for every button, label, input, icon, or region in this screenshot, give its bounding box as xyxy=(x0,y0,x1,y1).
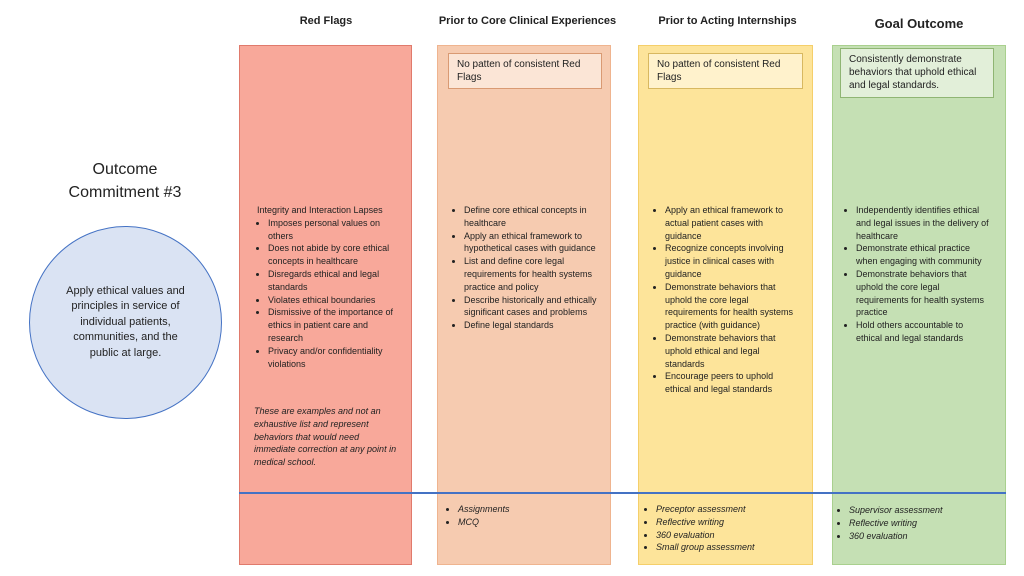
header-goal-outcome: Goal Outcome xyxy=(874,16,964,31)
red-flags-content xyxy=(257,204,405,370)
list-item: • Apply an ethical framework to actual patient cases with guidance xyxy=(665,204,799,242)
outcome-title xyxy=(35,158,215,204)
list-item: • Small group assessment xyxy=(656,541,805,554)
list-item: • Reflective writing xyxy=(849,517,998,530)
outcome-description: Apply ethical values and principles in service of individual patients, communities, and the public at large. xyxy=(66,284,185,359)
list-item: • Violates ethical boundaries xyxy=(268,294,405,307)
list-item: • Demonstrate behaviors that uphold the core legal requirements for health systems practice xyxy=(856,268,990,319)
list-item: • Define legal standards xyxy=(464,319,598,332)
prior-acting-box: No patten of consistent Red Flags xyxy=(648,53,803,89)
list-item: • Recognize concepts involving justice in clinical cases with guidance xyxy=(665,242,799,280)
list-item: • Does not abide by core ethical concepts in healthcare xyxy=(268,242,405,268)
list-item: • Independently identifies ethical and legal issues in the delivery of healthcare xyxy=(856,204,990,242)
list-item: • Imposes personal values on others xyxy=(268,217,405,243)
prior-core-list xyxy=(453,204,598,332)
outcome-title-line1: Outcome xyxy=(92,161,158,178)
goal-content xyxy=(845,204,990,345)
prior-core-box: No patten of consistent Red Flags xyxy=(448,53,602,89)
list-item: • Reflective writing xyxy=(656,516,805,529)
goal-assessment-list xyxy=(838,504,998,542)
prior-acting-assessment-list xyxy=(645,503,805,554)
list-item: • 360 evaluation xyxy=(656,529,805,542)
list-item: • MCQ xyxy=(458,516,597,529)
prior-core-assessments xyxy=(447,503,597,529)
header-red-flags: Red Flags xyxy=(299,15,353,27)
list-item: • Demonstrate behaviors that uphold ethical and legal standards xyxy=(665,332,799,370)
goal-list xyxy=(845,204,990,345)
list-item: • Supervisor assessment xyxy=(849,504,998,517)
prior-acting-assessments xyxy=(645,503,805,554)
red-flags-heading: Integrity and Interaction Lapses xyxy=(257,205,383,215)
outcome-circle xyxy=(29,226,222,419)
list-item: • Preceptor assessment xyxy=(656,503,805,516)
list-item: • Apply an ethical framework to hypothetical cases with guidance xyxy=(464,230,598,256)
list-item: • Demonstrate ethical practice when engaging with community xyxy=(856,242,990,268)
outcome-title-line2: Commitment #3 xyxy=(68,184,182,201)
goal-assessments xyxy=(838,504,998,542)
list-item: • Define core ethical concepts in healthcare xyxy=(464,204,598,230)
header-prior-acting: Prior to Acting Internships xyxy=(658,15,797,27)
assessment-divider xyxy=(239,492,1006,494)
list-item: • 360 evaluation xyxy=(849,530,998,543)
header-prior-core: Prior to Core Clinical Experiences xyxy=(438,15,617,27)
list-item: • Dismissive of the importance of ethics in patient care and research xyxy=(268,306,405,344)
list-item: • Privacy and/or confidentiality violations xyxy=(268,345,405,371)
list-item: • List and define core legal requirements for health systems practice and policy xyxy=(464,255,598,293)
prior-acting-content xyxy=(654,204,799,396)
red-flags-list xyxy=(257,217,405,371)
list-item: • Disregards ethical and legal standards xyxy=(268,268,405,294)
list-item: • Assignments xyxy=(458,503,597,516)
list-item: • Hold others accountable to ethical and legal standards xyxy=(856,319,990,345)
red-flags-note: These are examples and not an exhaustive list and represent behaviors that would need immediate correction at any point in medical school. xyxy=(254,406,397,468)
list-item: • Encourage peers to uphold ethical and legal standards xyxy=(665,370,799,396)
prior-core-assessment-list xyxy=(447,503,597,529)
goal-box: Consistently demonstrate behaviors that uphold ethical and legal standards. xyxy=(840,48,994,98)
prior-acting-list xyxy=(654,204,799,396)
list-item: • Describe historically and ethically significant cases and problems xyxy=(464,294,598,320)
prior-core-content xyxy=(453,204,598,332)
list-item: • Demonstrate behaviors that uphold the core legal requirements for health systems practice (with guidance) xyxy=(665,281,799,332)
